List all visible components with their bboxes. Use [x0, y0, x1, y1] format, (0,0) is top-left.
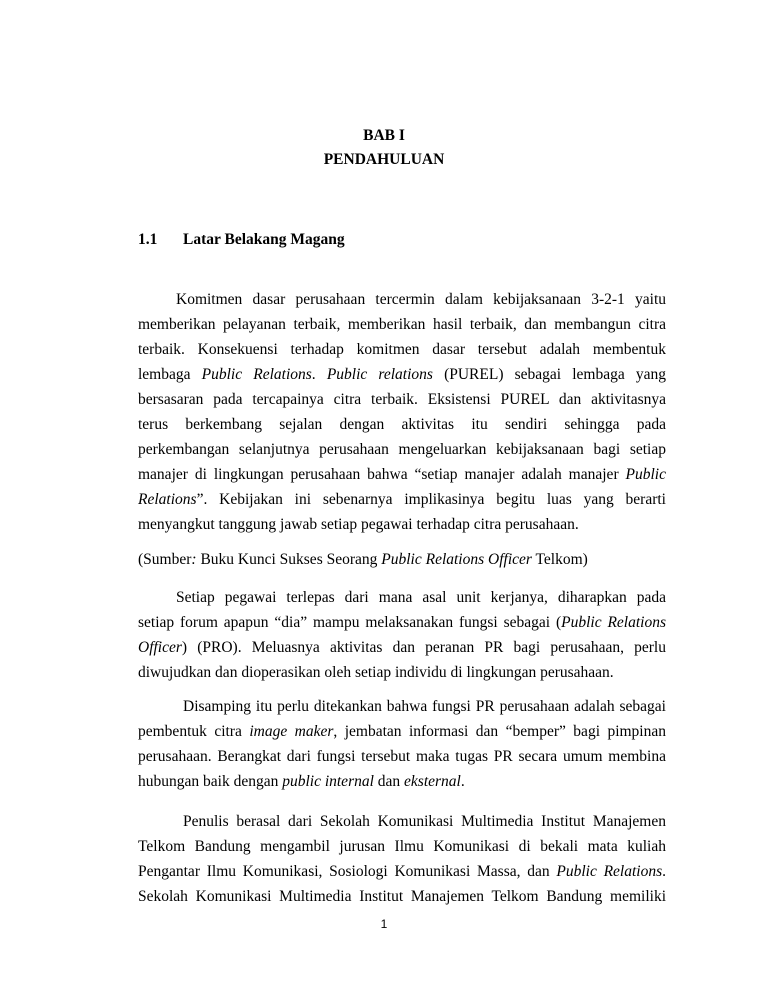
paragraph-1-line-9: Relations”. Kebijakan ini sebenarnya implikasinya begitu luas yang berarti [138, 491, 666, 508]
paragraph-1-line-5: bersasaran pada tercapainya citra terbaik. Eksistensi PUREL dan aktivitasnya [138, 391, 666, 408]
chapter-label: BAB I [363, 127, 405, 144]
section-title: Latar Belakang Magang [183, 231, 345, 248]
paragraph-3-line-3: perusahaan. Berangkat dari fungsi tersebut maka tugas PR secara umum membina [138, 748, 666, 765]
paragraph-2-line-3: Officer) (PRO). Meluasnya aktivitas dan peranan PR bagi perusahaan, perlu [138, 639, 666, 656]
paragraph-2-line-4: diwujudkan dan dioperasikan oleh setiap individu di lingkungan perusahaan. [138, 664, 614, 681]
paragraph-4-line-2: Telkom Bandung mengambil jurusan Ilmu Komunikasi di bekali mata kuliah [138, 838, 666, 855]
paragraph-4-line-4: Sekolah Komunikasi Multimedia Institut Manajemen Telkom Bandung memiliki [138, 888, 666, 905]
paragraph-4-line-3: Pengantar Ilmu Komunikasi, Sosiologi Komunikasi Massa, dan Public Relations. [138, 863, 666, 880]
paragraph-2-line-1: Setiap pegawai terlepas dari mana asal unit kerjanya, diharapkan pada [176, 589, 666, 606]
paragraph-1-line-2: memberikan pelayanan terbaik, memberikan hasil terbaik, dan membangun citra [138, 316, 666, 333]
section-number: 1.1 [138, 231, 158, 248]
paragraph-2-line-2: setiap forum apapun “dia” mampu melaksanakan fungsi sebagai (Public Relations [138, 614, 666, 631]
paragraph-3-line-2: pembentuk citra image maker, jembatan informasi dan “bemper” bagi pimpinan [138, 723, 666, 740]
paragraph-3-line-4: hubungan baik dengan public internal dan eksternal. [138, 773, 465, 790]
paragraph-1-line-7: perkembangan selanjutnya perusahaan mengeluarkan kebijaksanaan bagi setiap [138, 441, 666, 458]
paragraph-4-line-1: Penulis berasal dari Sekolah Komunikasi Multimedia Institut Manajemen [183, 813, 666, 830]
page-number: 1 [380, 917, 388, 931]
paragraph-1-line-4: lembaga Public Relations. Public relations (PUREL) sebagai lembaga yang [138, 366, 667, 383]
paragraph-1-line-1: Komitmen dasar perusahaan tercermin dalam kebijaksanaan 3-2-1 yaitu [176, 291, 666, 308]
source-citation: (Sumber: Buku Kunci Sukses Seorang Public Relations Officer Telkom) [138, 551, 588, 568]
paragraph-1-line-6: terus berkembang sejalan dengan aktivitas itu sendiri sehingga pada [138, 416, 666, 433]
paragraph-3-line-1: Disamping itu perlu ditekankan bahwa fungsi PR perusahaan adalah sebagai [183, 698, 666, 715]
paragraph-1-line-8: manajer di lingkungan perusahaan bahwa “setiap manajer adalah manajer Public [138, 466, 666, 483]
chapter-title: PENDAHULUAN [323, 151, 445, 168]
paragraph-1-line-10: menyangkut tanggung jawab setiap pegawai terhadap citra perusahaan. [138, 516, 579, 533]
paragraph-1-line-3: terbaik. Konsekuensi terhadap komitmen dasar tersebut adalah membentuk [138, 341, 666, 358]
